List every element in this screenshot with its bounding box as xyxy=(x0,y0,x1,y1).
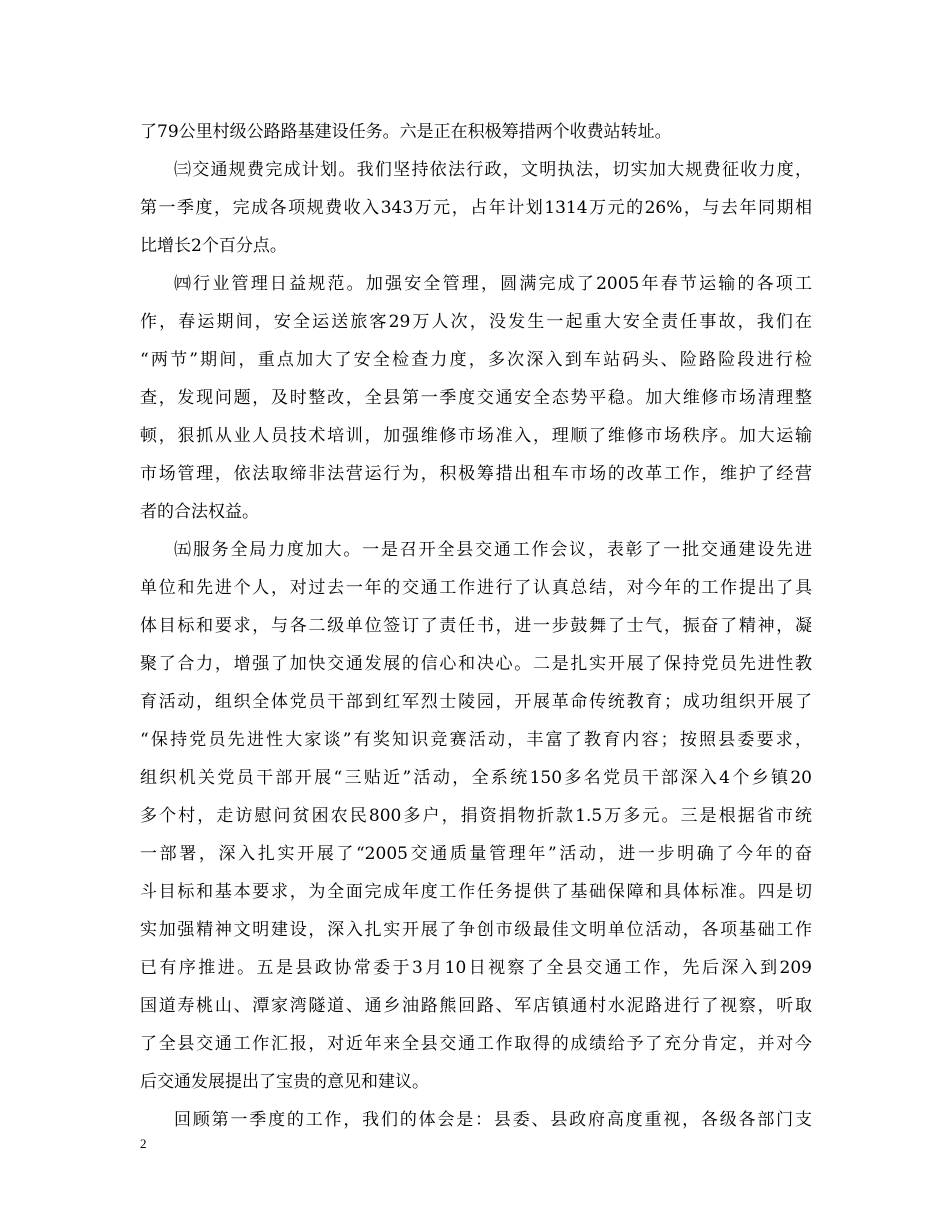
text-line: 第一季度，完成各项规费收入343万元，占年计划1314万元的26%，与去年同期相 xyxy=(140,198,812,218)
text-line: 已有序推进。五是县政协常委于3月10日视察了全县交通工作，先后深入到209 xyxy=(140,958,812,978)
text-line: 市场管理，依法取缔非法营运行为，积极筹措出租车市场的改革工作，维护了经营 xyxy=(140,464,812,484)
text-line: 作，春运期间，安全运送旅客29万人次，没发生一起重大安全责任事故，我们在 xyxy=(140,312,812,332)
text-line: 了全县交通工作汇报，对近年来全县交通工作取得的成绩给予了充分肯定，并对今 xyxy=(140,1034,812,1054)
text-line: 实加强精神文明建设，深入扎实开展了争创市级最佳文明单位活动，各项基础工作 xyxy=(140,920,812,940)
text-line: 组织机关党员干部开展“三贴近”活动，全系统150多名党员干部深入4个乡镇20 xyxy=(140,768,812,788)
text-line: 多个村，走访慰问贫困农民800多户，捐资捐物折款1.5万多元。三是根据省市统 xyxy=(140,806,812,826)
text-line: ㈤服务全局力度加大。一是召开全县交通工作会议，表彰了一批交通建设先进 xyxy=(174,540,812,560)
text-line: 体目标和要求，与各二级单位签订了责任书，进一步鼓舞了士气，振奋了精神，凝 xyxy=(140,616,812,636)
text-line: 回顾第一季度的工作，我们的体会是：县委、县政府高度重视，各级各部门支 xyxy=(174,1110,812,1130)
text-line: “保持党员先进性大家谈”有奖知识竞赛活动，丰富了教育内容；按照县委要求， xyxy=(140,730,812,750)
text-line: 顿，狠抓从业人员技术培训，加强维修市场准入，理顺了维修市场秩序。加大运输 xyxy=(140,426,812,446)
text-line: 比增长2个百分点。 xyxy=(140,236,287,256)
text-line: 单位和先进个人，对过去一年的交通工作进行了认真总结，对今年的工作提出了具 xyxy=(140,578,812,598)
text-line: 后交通发展提出了宝贵的意见和建议。 xyxy=(140,1072,429,1092)
text-line: 聚了合力，增强了加快交通发展的信心和决心。二是扎实开展了保持党员先进性教 xyxy=(140,654,812,674)
text-line: 国道寿桃山、潭家湾隧道、通乡油路熊回路、军店镇通村水泥路进行了视察，听取 xyxy=(140,996,812,1016)
text-line: 育活动，组织全体党员干部到红军烈士陵园，开展革命传统教育；成功组织开展了 xyxy=(140,692,812,712)
text-line: ㈢交通规费完成计划。我们坚持依法行政，文明执法，切实加大规费征收力度， xyxy=(174,160,812,180)
page-number: 2 xyxy=(140,1136,147,1151)
text-line: 一部署，深入扎实开展了“2005交通质量管理年”活动，进一步明确了今年的奋 xyxy=(140,844,812,864)
text-line: 斗目标和基本要求，为全面完成年度工作任务提供了基础保障和具体标准。四是切 xyxy=(140,882,812,902)
text-line: ㈣行业管理日益规范。加强安全管理，圆满完成了2005年春节运输的各项工 xyxy=(174,274,812,294)
text-line: 者的合法权益。 xyxy=(140,502,259,522)
text-line: 了79公里村级公路路基建设任务。六是正在积极筹措两个收费站转址。 xyxy=(140,122,672,142)
text-line: 查，发现问题，及时整改，全县第一季度交通安全态势平稳。加大维修市场清理整 xyxy=(140,388,812,408)
body-text xyxy=(140,113,812,1139)
text-line: “两节”期间，重点加大了安全检查力度，多次深入到车站码头、险路险段进行检 xyxy=(140,350,812,370)
